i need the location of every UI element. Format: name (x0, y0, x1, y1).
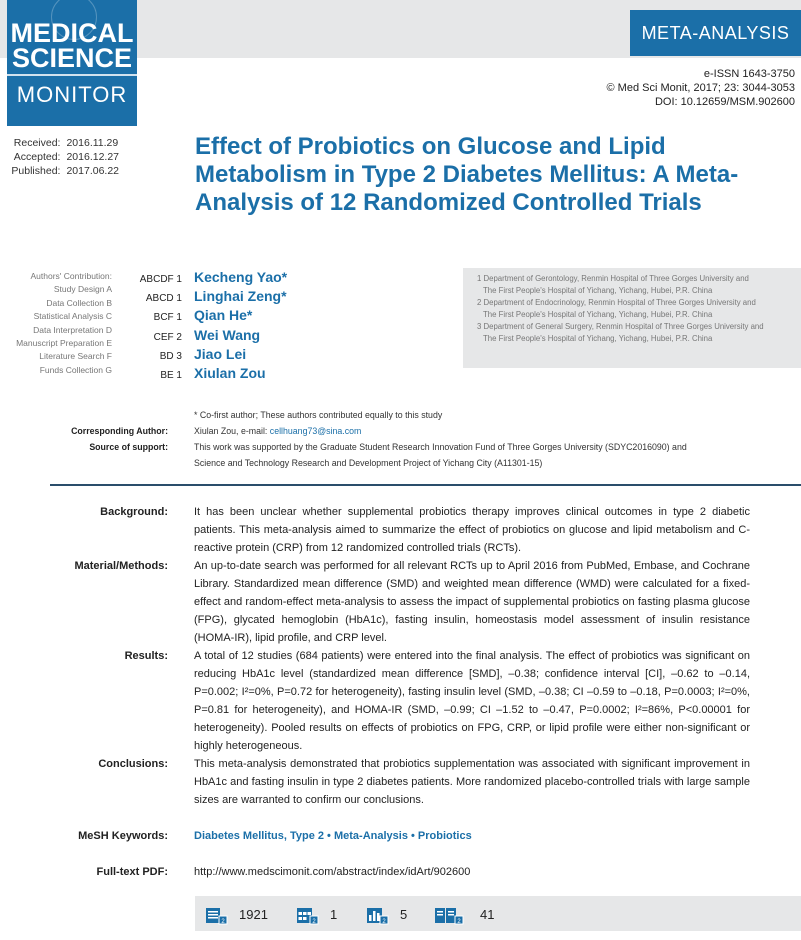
methods-text: An up-to-date search was performed for all relevant RCTs up to April 2016 from PubMed, Embase, and Cochrane Library. Standardized mean difference (SMD) and weighted mean difference (WMD) were calculated for a fixed-effect and random-effect meta-analysis to assess the impact of supplemental probiotics on fasting plasma glucose (FPG), glycated hemoglobin (HbA1c), fasting insulin, homeostasis model assessment of insulin resistance (HOMA-IR), lipid profile, and CRP level. (194, 560, 750, 644)
author-name: Kecheng Yao* (194, 269, 288, 285)
mesh-label: MeSH Keywords: (78, 830, 168, 842)
corresponding-label: Corresponding Author: (71, 426, 168, 436)
affiliation-line: The First People's Hospital of Yichang, Yichang, Hubei, P.R. China (483, 334, 713, 343)
conclusions-text: This meta-analysis demonstrated that probiotics supplementation was associated with significant improvement in HbA1c and fasting insulin in type 2 diabetes patients. More randomized placebo-controlled trials with large sample sizes are warranted to confirm our conclusions. (194, 758, 750, 806)
affiliation-line: 1 Department of Gerontology, Renmin Hospital of Three Gorges University and (477, 274, 749, 283)
accepted-label: Accepted: (13, 151, 61, 163)
author-name: Wei Wang (194, 326, 261, 343)
author-code: ABCD 1 (145, 293, 182, 305)
methods-label: Material/Methods: (74, 560, 168, 572)
contribution-item: Data Interpretation D (33, 324, 112, 335)
background-label: Background: (100, 506, 168, 518)
table-count-value: 1 (330, 906, 338, 922)
contribution-item: Literature Search F (39, 351, 112, 362)
author-code: BCF 1 (153, 312, 182, 324)
author-code: BD 3 (159, 350, 182, 362)
table-count (296, 902, 337, 926)
author-name: Linghai Zeng* (194, 288, 287, 305)
background-text: It has been unclear whether supplemental probiotics therapy improves clinical outcomes in type 2 diabetic patients. This meta-analysis aimed to summarize the effect of probiotics on glucose and lipid metabolism and C-reactive protein (CRP) from 12 randomized controlled trials (RCTs). (194, 506, 750, 554)
logo-line-2: SCIENCE (11, 43, 133, 73)
affiliation-line: The First People's Hospital of Yichang, Yichang, Hubei, P.R. China (483, 286, 713, 295)
svg-text:2: 2 (382, 918, 386, 925)
author-name: Qian He* (194, 307, 253, 324)
references-icon (434, 907, 461, 925)
figure-count (366, 902, 407, 926)
contribution-item: Manuscript Preparation E (16, 338, 112, 349)
contribution-heading: Authors' Contribution: (30, 271, 112, 281)
author-code: CEF 2 (153, 331, 182, 343)
support-line-2: Science and Technology Research and Development Project of Yichang City (A11301-15) (194, 458, 543, 468)
author-name: Jiao Lei (194, 345, 247, 362)
word-count-icon (205, 907, 225, 925)
article-dates (0, 136, 125, 178)
reference-count (434, 902, 494, 926)
tables-icon (296, 907, 316, 925)
conclusions-label: Conclusions: (98, 758, 168, 770)
svg-text:2: 2 (457, 918, 461, 925)
contribution-item: Funds Collection G (39, 364, 112, 375)
support-label: Source of support: (89, 442, 168, 452)
word-count (205, 902, 268, 926)
mesh-keywords[interactable]: Diabetes Mellitus, Type 2 • Meta-Analysis • Probiotics (194, 830, 472, 842)
word-count-value: 1921 (239, 906, 268, 922)
author-name: Xiulan Zou (194, 365, 266, 382)
author-codes (120, 270, 182, 385)
affiliation-line: 3 Department of General Surgery, Renmin Hospital of Three Gorges University and (477, 322, 764, 331)
author-names (194, 268, 434, 383)
logo-line-3: MONITOR (16, 82, 128, 107)
published-label: Published: (11, 165, 61, 177)
figure-count-value: 5 (400, 906, 408, 922)
article-type-badge: META-ANALYSIS (630, 10, 801, 56)
svg-text:2: 2 (312, 918, 316, 925)
received-label: Received: (13, 137, 61, 149)
logo-line-1: MEDICAL (10, 18, 134, 48)
affiliations (477, 273, 797, 345)
figures-icon (366, 907, 386, 925)
citation: © Med Sci Monit, 2017; 23: 3044-3053 (606, 82, 795, 94)
email-link[interactable]: cellhuang73@sina.com (269, 426, 362, 436)
stats-bar (195, 896, 801, 931)
support-line-1: This work was supported by the Graduate Student Research Innovation Fund of Three Gorges University (SDYC2016090) and (194, 442, 687, 452)
reference-count-value: 41 (480, 906, 495, 922)
fulltext-label: Full-text PDF: (96, 866, 168, 878)
results-label: Results: (124, 650, 168, 662)
accepted-date: 2016.12.27 (66, 151, 120, 163)
contribution-item: Study Design A (53, 284, 112, 295)
article-title: Effect of Probiotics on Glucose and Lipid Metabolism in Type 2 Diabetes Mellitus: A Meta-Analysis of 12 Randomized Controlled Trials (195, 133, 739, 216)
author-code: BE 1 (160, 370, 182, 382)
published-date: 2017.06.22 (66, 165, 120, 177)
contribution-legend (0, 270, 112, 377)
cofirst-note: * Co-first author; These authors contributed equally to this study (194, 410, 443, 420)
corresponding-author: Xiulan Zou, e-mail: cellhuang73@sina.com (194, 426, 362, 436)
doi: DOI: 10.12659/MSM.902600 (654, 96, 795, 108)
divider (50, 484, 801, 486)
svg-text:2: 2 (221, 918, 225, 925)
affiliation-line: The First People's Hospital of Yichang, Yichang, Hubei, P.R. China (483, 310, 713, 319)
affiliation-line: 2 Department of Endocrinology, Renmin Hospital of Three Gorges University and (477, 298, 756, 307)
results-text: A total of 12 studies (684 patients) were entered into the final analysis. The effect of probiotics was significant on reducing HbA1c level (standardized mean difference [SMD], –0.38; confidence interval [CI], –0.62 to –0.14, P=0.002; I²=0%, P=0.72 for heterogeneity), fasting insulin level (SMD, –0.38; CI –0.59 to –0.18, P=0.0003; I²=0%, P=0.81 for heterogeneity), and HOMA-IR (SMD, –0.99; CI –1.52 to –0.47, P=0.0002; I²=86%, P<0.00001 for heterogeneity). Pooled results on effects of probiotics on FPG, CRP, or lipid profile were either non-significant or highly heterogeneous. (194, 650, 750, 752)
journal-logo[interactable] (7, 0, 137, 126)
author-code: ABCDF 1 (139, 274, 182, 285)
eissn: e-ISSN 1643-3750 (703, 68, 795, 80)
received-date: 2016.11.29 (66, 137, 119, 149)
contribution-item: Statistical Analysis C (33, 311, 112, 322)
fulltext-link[interactable]: http://www.medscimonit.com/abstract/index/idArt/902600 (194, 866, 471, 878)
contribution-item: Data Collection B (46, 297, 112, 308)
